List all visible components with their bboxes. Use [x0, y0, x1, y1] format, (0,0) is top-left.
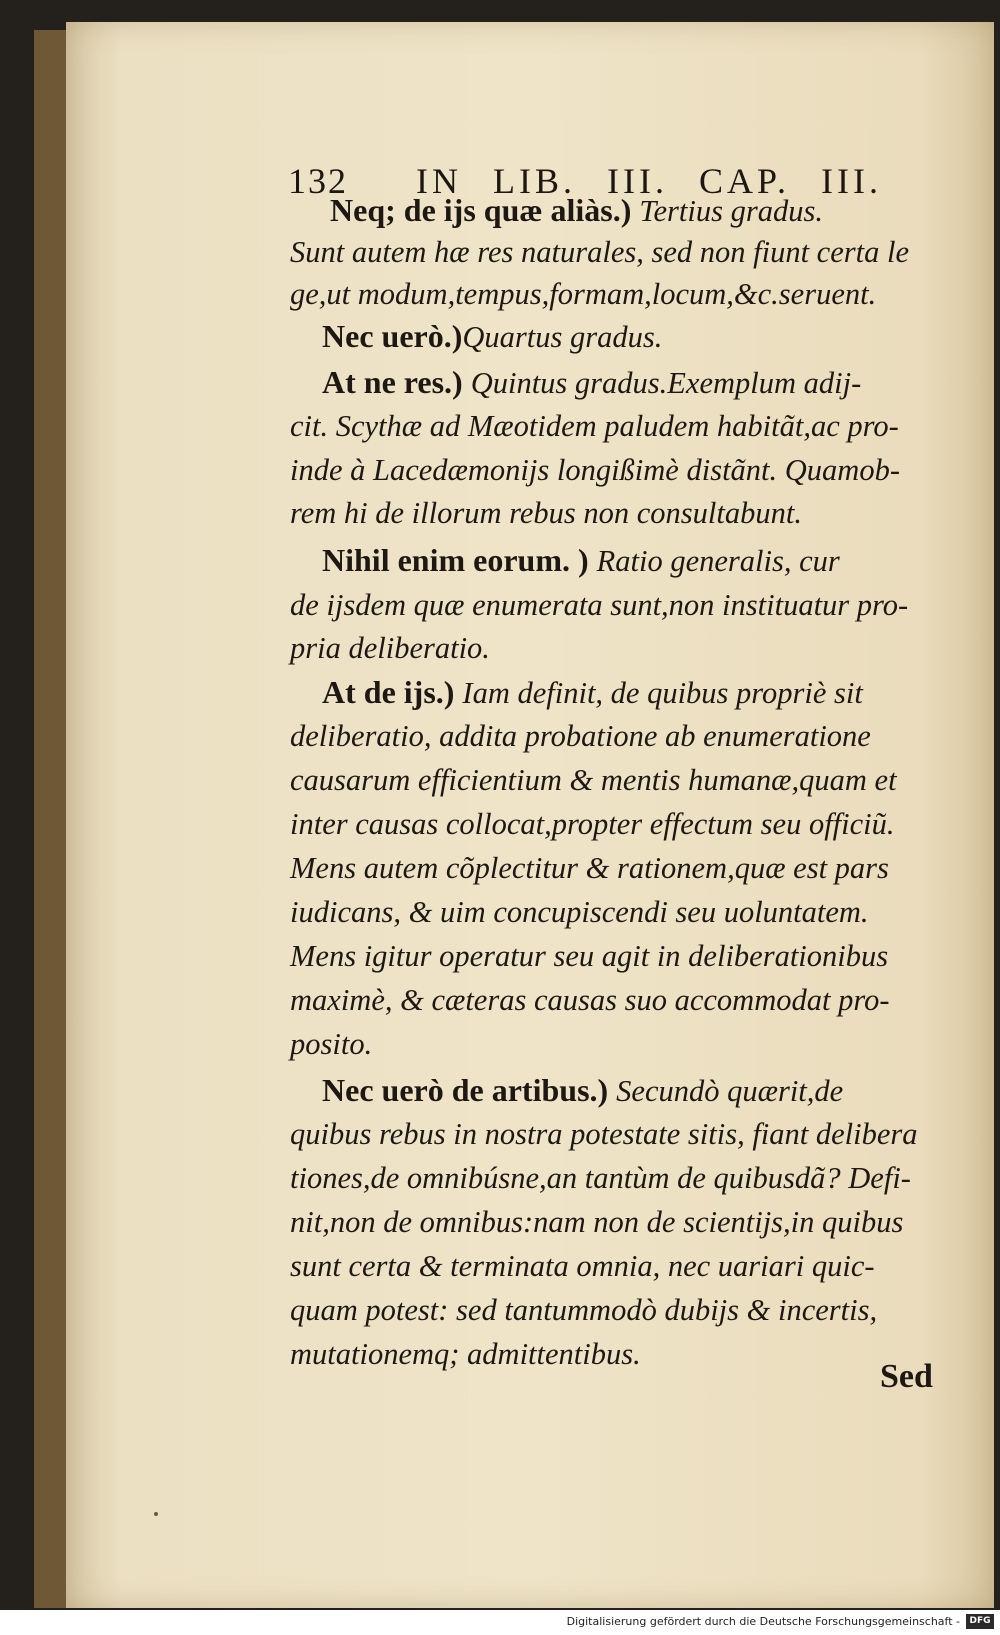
- text-line: Neq; de ijs quæ aliàs.) Tertius gradus.: [330, 192, 823, 228]
- funding-credit: Digitalisierung gefördert durch die Deutsche Forschungsgemeinschaft -: [566, 1615, 960, 1628]
- catchword: Sed: [880, 1358, 933, 1395]
- text-line: Mens autem cõplectitur & rationem,quæ est pars: [290, 851, 889, 885]
- text-line: quibus rebus in nostra potestate sitis, fiant delibera: [290, 1117, 918, 1151]
- lemma: Nihil enim eorum. ): [322, 542, 597, 578]
- text-line: inde à Lacedæmonijs longißimè distãnt. Quamob-: [290, 453, 900, 487]
- text-line: maximè, & cæteras causas suo accommodat pro-: [290, 983, 890, 1017]
- text-line: Nec uerò de artibus.) Secundò quærit,de: [322, 1072, 844, 1108]
- text-line: iudicans, & uim concupiscendi seu uoluntatem.: [290, 895, 869, 929]
- text-line: quam potest: sed tantummodò dubijs & incertis,: [290, 1293, 878, 1327]
- text-line: mutationemq; admittentibus.: [290, 1337, 641, 1371]
- text-line: causarum efficientium & mentis humanæ,quam et: [290, 763, 897, 797]
- text-line: Nec uerò.)Quartus gradus.: [322, 318, 663, 354]
- text-line: At de ijs.) Iam definit, de quibus propriè sit: [322, 674, 863, 710]
- text-line: Mens igitur operatur seu agit in deliberationibus: [290, 939, 889, 973]
- lemma: At de ijs.): [322, 674, 463, 710]
- text-line: Nihil enim eorum. ) Ratio generalis, cur: [322, 542, 840, 578]
- text-line: cit. Scythæ ad Mæotidem paludem habitãt,ac pro-: [290, 409, 899, 443]
- paper-speck: [154, 1512, 158, 1516]
- lemma: Nec uerò de artibus.): [322, 1072, 617, 1108]
- lemma: Nec uerò.): [322, 318, 463, 354]
- page-number: 132: [288, 161, 348, 201]
- text-line: Sunt autem hæ res naturales, sed non fiunt certa le: [290, 235, 909, 269]
- text-line: rem hi de illorum rebus non consultabunt.: [290, 496, 802, 530]
- text-line: inter causas collocat,propter effectum seu officiũ.: [290, 807, 895, 841]
- text-line: posito.: [290, 1027, 373, 1061]
- footer-bar: [0, 1610, 1000, 1635]
- lemma: At ne res.): [322, 364, 471, 400]
- dfg-logo-icon: DFG: [966, 1614, 994, 1629]
- text-line: pria deliberatio.: [290, 631, 490, 665]
- lemma: Neq; de ijs quæ aliàs.): [330, 192, 640, 228]
- running-head: IN LIB. III. CAP. III.: [416, 161, 882, 201]
- text-line: deliberatio, addita probatione ab enumeratione: [290, 719, 871, 753]
- text-line: de ijsdem quæ enumerata sunt,non instituatur pro-: [290, 588, 909, 622]
- text-line: tiones,de omnibúsne,an tantùm de quibusdã? Defi-: [290, 1161, 911, 1195]
- text-line: sunt certa & terminata omnia, nec uariari quic-: [290, 1249, 875, 1283]
- text-line: nit,non de omnibus:nam non de scientijs,in quibus: [290, 1205, 904, 1239]
- text-line: ge,ut modum,tempus,formam,locum,&c.seruent.: [290, 277, 877, 311]
- text-line: At ne res.) Quintus gradus.Exemplum adij-: [322, 364, 862, 400]
